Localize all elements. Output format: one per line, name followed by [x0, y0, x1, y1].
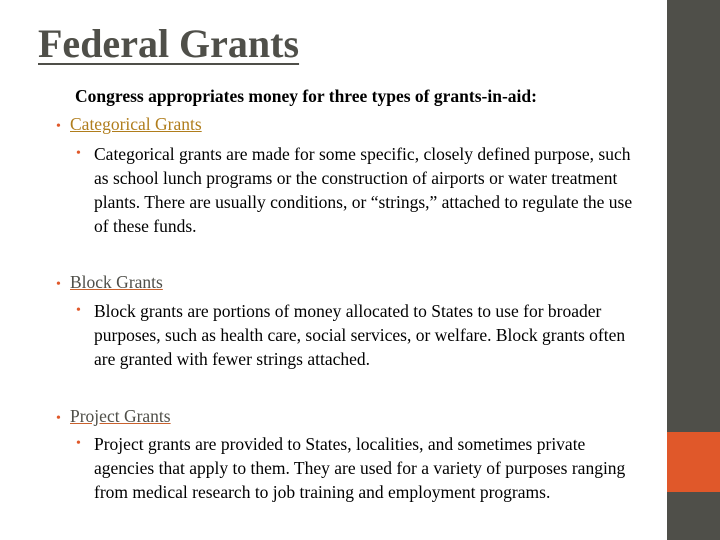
- slide-title: Federal Grants: [38, 21, 300, 66]
- categorical-grants-detail: [76, 142, 646, 238]
- bullet-block-grants: [56, 270, 163, 297]
- project-grants-label: Project Grants: [70, 406, 171, 426]
- categorical-grants-description: Categorical grants are made for some specific, closely defined purpose, such as school lunch programs or the construction of airports or water treatment plants. There are usually conditions, or “strings,” attached to regulate the use of these funds.: [94, 144, 633, 236]
- bullet-dot-icon: •: [76, 436, 81, 451]
- block-grants-description: Block grants are portions of money allocated to States to use for broader purposes, such as health care, social services, or welfare. Block grants often are granted with fewer strings attached.: [94, 301, 626, 369]
- bullet-project-grants: [56, 404, 171, 431]
- decorative-accent-block: [667, 432, 720, 492]
- project-grants-description: Project grants are provided to States, localities, and sometimes private agencies that apply to them. They are used for a variety of purposes ranging from medical research to job training and employment programs.: [94, 434, 626, 502]
- slide-intro: Congress appropriates money for three types of grants-in-aid:: [75, 86, 537, 106]
- bullet-dot-icon: •: [56, 277, 61, 292]
- categorical-grants-label: Categorical Grants: [70, 114, 202, 134]
- bullet-dot-icon: •: [76, 146, 81, 161]
- bullet-dot-icon: •: [56, 411, 61, 426]
- bullet-dot-icon: •: [56, 119, 61, 134]
- bullet-dot-icon: •: [76, 303, 81, 318]
- project-grants-detail: [76, 432, 646, 504]
- block-grants-label: Block Grants: [70, 272, 163, 292]
- bullet-categorical-grants: [56, 112, 202, 139]
- block-grants-detail: [76, 299, 646, 371]
